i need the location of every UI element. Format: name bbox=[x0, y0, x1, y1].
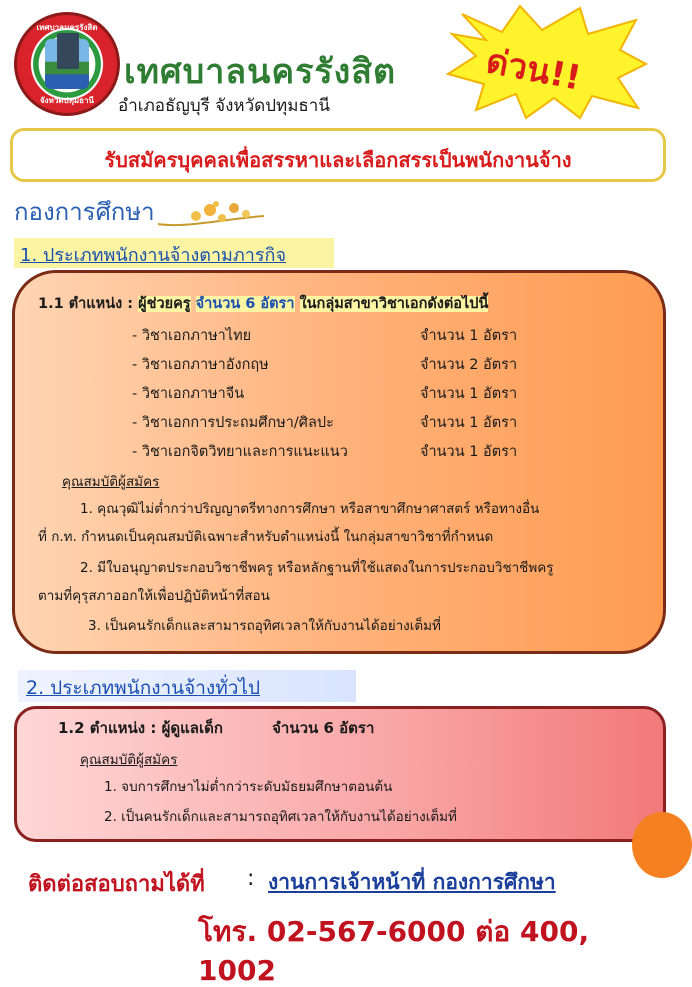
subject-name: - วิชาเอกการประถมศึกษา/ศิลปะ bbox=[132, 415, 334, 431]
subject-name: - วิชาเอกภาษาไทย bbox=[132, 328, 252, 344]
position-name: ผู้ดูแลเด็ก bbox=[161, 719, 223, 737]
position-count: จำนวน 6 อัตรา bbox=[195, 296, 295, 312]
position-prefix: 1.1 ตำแหน่ง : bbox=[38, 296, 134, 312]
page-title: รับสมัครบุคคลเพื่อสรรหาและเลือกสรรเป็นพนักงานจ้าง bbox=[104, 148, 572, 172]
subject-count: จำนวน 1 อัตรา bbox=[420, 386, 518, 402]
subject-name: - วิชาเอกภาษาอังกฤษ bbox=[132, 357, 269, 373]
logo-ring-bottom-text: จังหวัดปทุมธานี bbox=[39, 96, 95, 105]
subject-count: จำนวน 2 อัตรา bbox=[420, 357, 518, 373]
position-count: จำนวน 6 อัตรา bbox=[272, 719, 375, 737]
qualification-line: 2. มีใบอนุญาตประกอบวิชาชีพครู หรือหลักฐานที่ใช้แสดงในการประกอบวิชาชีพครู bbox=[80, 560, 554, 576]
decorative-blob bbox=[632, 812, 692, 878]
contact-phone: โทร. 02-567-6000 ต่อ 400, 1002 bbox=[198, 915, 590, 987]
contact-label: ติดต่อสอบถามได้ที่ bbox=[28, 872, 205, 897]
position-name: ผู้ช่วยครู bbox=[138, 296, 191, 312]
subject-name: - วิชาเอกจิตวิทยาและการแนะแนว bbox=[132, 444, 348, 460]
section1-qualifications-heading: คุณสมบัติผู้สมัคร bbox=[62, 474, 160, 490]
section2-position-line bbox=[58, 716, 374, 740]
contact-department: งานการเจ้าหน้าที่ กองการศึกษา bbox=[268, 870, 556, 894]
municipality-logo bbox=[14, 12, 120, 116]
section1-position-line bbox=[38, 292, 488, 315]
logo-ring-top-text: เทศบาลนครรังสิต bbox=[36, 23, 98, 32]
subject-count: จำนวน 1 อัตรา bbox=[420, 444, 518, 460]
qualification-line: 3. เป็นคนรักเด็กและสามารถอุทิศเวลาให้กับงานได้อย่างเต็มที่ bbox=[88, 618, 441, 634]
position-suffix: ในกลุ่มสาขาวิชาเอกดังต่อไปนี้ bbox=[299, 296, 489, 312]
subject-name: - วิชาเอกภาษาจีน bbox=[132, 386, 245, 402]
urgent-badge: ด่วน!! bbox=[482, 41, 585, 99]
flower-decoration-icon bbox=[156, 198, 266, 232]
org-subtitle: อำเภอธัญบุรี จังหวัดปทุมธานี bbox=[118, 96, 330, 116]
logo-building-icon bbox=[57, 33, 79, 69]
subject-count: จำนวน 1 อัตรา bbox=[420, 328, 518, 344]
section2-qualifications-heading: คุณสมบัติผู้สมัคร bbox=[80, 752, 178, 768]
department-heading: กองการศึกษา bbox=[14, 198, 155, 226]
subject-count: จำนวน 1 อัตรา bbox=[420, 415, 518, 431]
qualification-line: 2. เป็นคนรักเด็กและสามารถอุทิศเวลาให้กับงานได้อย่างเต็มที่ bbox=[104, 809, 457, 825]
section1-heading: 1. ประเภทพนักงานจ้างตามภารกิจ bbox=[20, 245, 287, 266]
org-name: เทศบาลนครรังสิต bbox=[124, 52, 397, 92]
position-prefix: 1.2 ตำแหน่ง : bbox=[58, 719, 157, 737]
section2-heading: 2. ประเภทพนักงานจ้างทั่วไป bbox=[26, 677, 261, 699]
qualification-line: ตามที่คุรุสภาออกให้เพื่อปฏิบัติหน้าที่สอน bbox=[38, 588, 270, 604]
qualification-line: ที่ ก.ท. กำหนดเป็นคุณสมบัติเฉพาะสำหรับตำแหน่งนี้ ในกลุ่มสาขาวิชาที่กำหนด bbox=[38, 529, 494, 545]
contact-colon: : bbox=[247, 866, 255, 891]
qualification-line: 1. จบการศึกษาไม่ต่ำกว่าระดับมัธยมศึกษาตอนต้น bbox=[104, 779, 393, 795]
qualification-line: 1. คุณวุฒิไม่ต่ำกว่าปริญญาตรีทางการศึกษา หรือสาขาศึกษาศาสตร์ หรือทางอื่น bbox=[80, 501, 540, 517]
